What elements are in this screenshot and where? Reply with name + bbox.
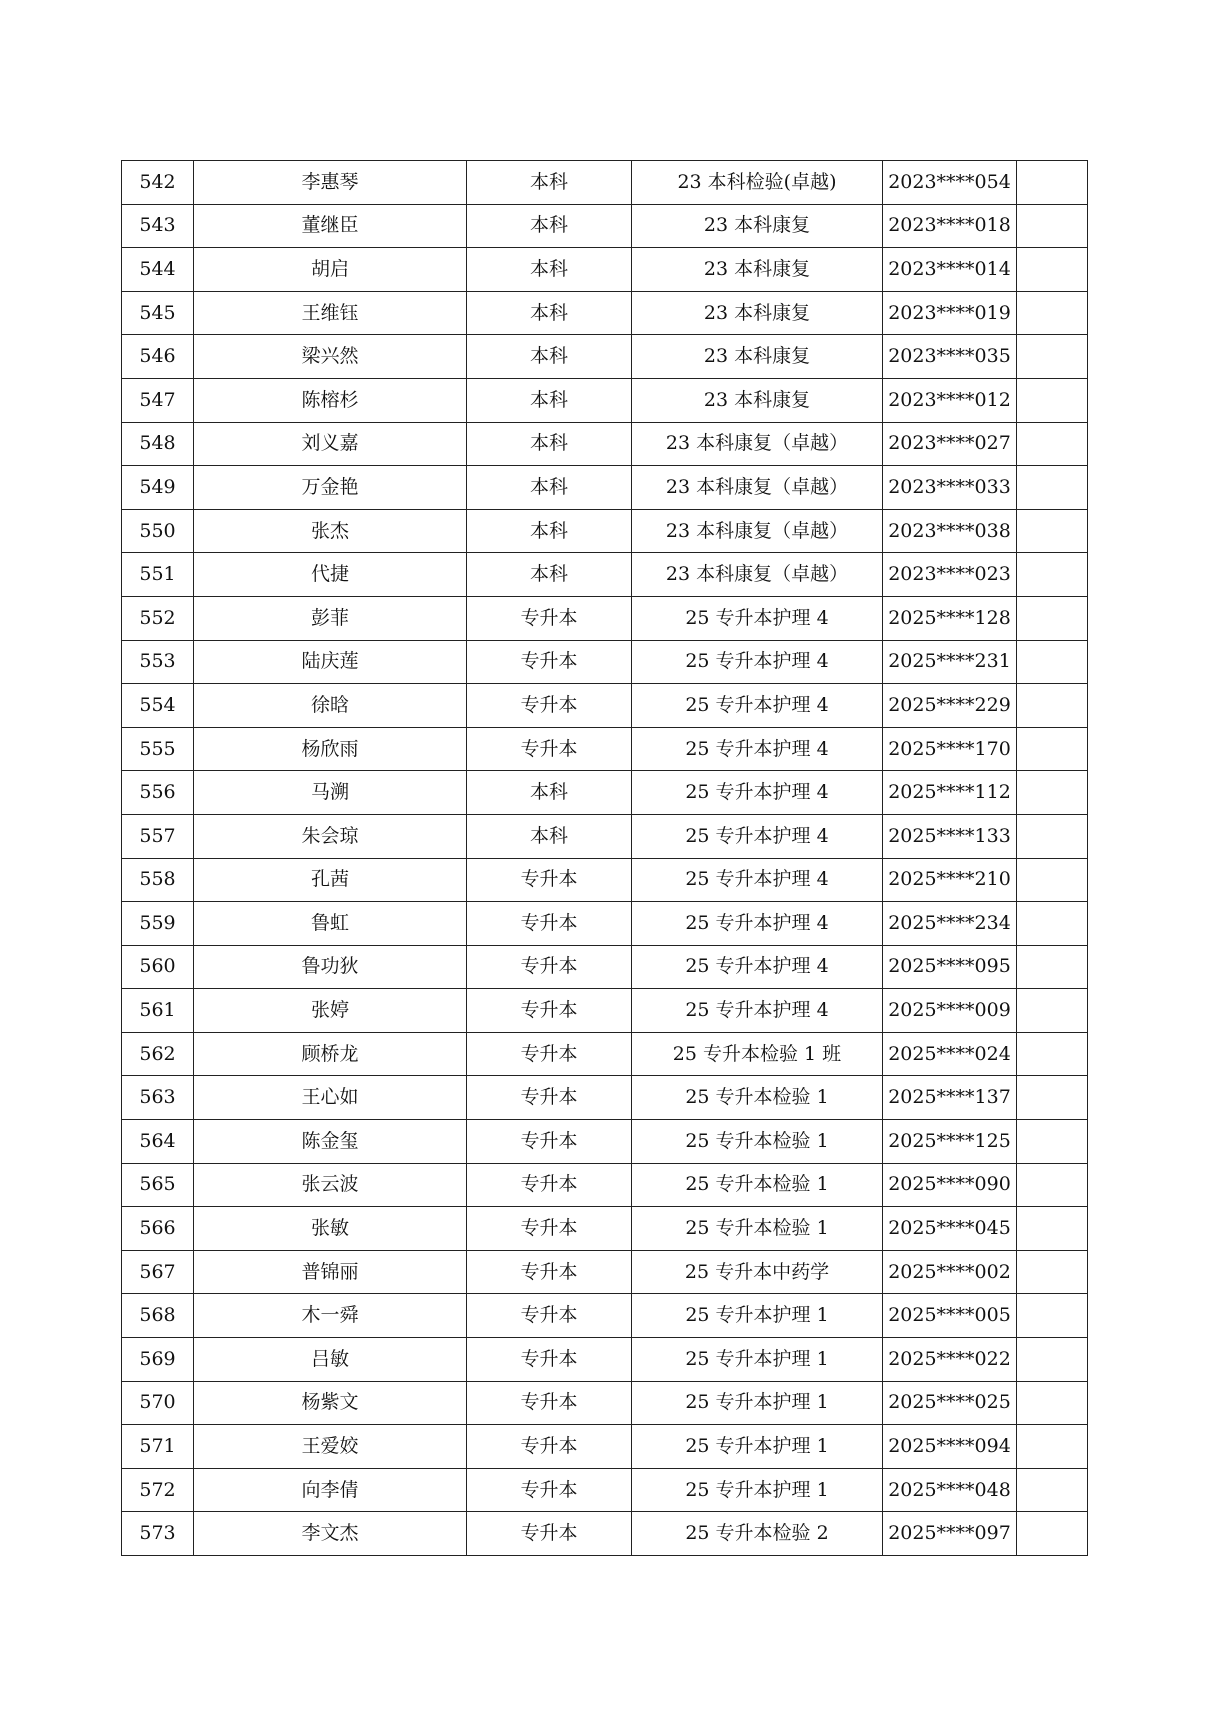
- table-row: [122, 945, 1088, 989]
- education-level-cell: 本科: [467, 422, 632, 466]
- table-row: [122, 1468, 1088, 1512]
- student-id-cell: 2023****038: [883, 509, 1017, 553]
- remarks-cell: [1017, 1032, 1088, 1076]
- table-row: [122, 1381, 1088, 1425]
- student-id-cell: 2025****234: [883, 902, 1017, 946]
- table-row: [122, 902, 1088, 946]
- class-name-cell: 23 本科康复（卓越）: [632, 466, 883, 510]
- student-name-cell: 代捷: [194, 553, 467, 597]
- class-name-cell: 25 专升本护理 4: [632, 771, 883, 815]
- class-name-cell: 25 专升本检验 1: [632, 1163, 883, 1207]
- table-row: [122, 509, 1088, 553]
- table-row: [122, 1076, 1088, 1120]
- education-level-cell: 专升本: [467, 1338, 632, 1382]
- remarks-cell: [1017, 1207, 1088, 1251]
- row-number-cell: 571: [122, 1425, 194, 1469]
- row-number-cell: 543: [122, 204, 194, 248]
- student-id-cell: 2023****054: [883, 161, 1017, 205]
- student-id-cell: 2025****022: [883, 1338, 1017, 1382]
- education-level-cell: 专升本: [467, 596, 632, 640]
- remarks-cell: [1017, 814, 1088, 858]
- table-row: [122, 161, 1088, 205]
- class-name-cell: 25 专升本检验 1: [632, 1207, 883, 1251]
- class-name-cell: 25 专升本护理 4: [632, 902, 883, 946]
- student-name-cell: 万金艳: [194, 466, 467, 510]
- student-id-cell: 2025****002: [883, 1250, 1017, 1294]
- education-level-cell: 专升本: [467, 1076, 632, 1120]
- table-row: [122, 1032, 1088, 1076]
- education-level-cell: 专升本: [467, 1294, 632, 1338]
- remarks-cell: [1017, 684, 1088, 728]
- student-id-cell: 2025****024: [883, 1032, 1017, 1076]
- student-id-cell: 2025****025: [883, 1381, 1017, 1425]
- row-number-cell: 544: [122, 248, 194, 292]
- education-level-cell: 专升本: [467, 1163, 632, 1207]
- education-level-cell: 本科: [467, 335, 632, 379]
- student-id-cell: 2023****014: [883, 248, 1017, 292]
- row-number-cell: 561: [122, 989, 194, 1033]
- table-row: [122, 335, 1088, 379]
- education-level-cell: 本科: [467, 248, 632, 292]
- education-level-cell: 本科: [467, 553, 632, 597]
- education-level-cell: 专升本: [467, 1032, 632, 1076]
- student-id-cell: 2023****019: [883, 291, 1017, 335]
- remarks-cell: [1017, 771, 1088, 815]
- row-number-cell: 569: [122, 1338, 194, 1382]
- row-number-cell: 553: [122, 640, 194, 684]
- student-name-cell: 杨欣雨: [194, 727, 467, 771]
- education-level-cell: 专升本: [467, 684, 632, 728]
- row-number-cell: 560: [122, 945, 194, 989]
- student-id-cell: 2025****128: [883, 596, 1017, 640]
- remarks-cell: [1017, 509, 1088, 553]
- table-row: [122, 1207, 1088, 1251]
- row-number-cell: 567: [122, 1250, 194, 1294]
- remarks-cell: [1017, 466, 1088, 510]
- remarks-cell: [1017, 1076, 1088, 1120]
- student-name-cell: 陈金玺: [194, 1120, 467, 1164]
- education-level-cell: 本科: [467, 771, 632, 815]
- education-level-cell: 专升本: [467, 945, 632, 989]
- education-level-cell: 专升本: [467, 1425, 632, 1469]
- student-id-cell: 2023****027: [883, 422, 1017, 466]
- row-number-cell: 548: [122, 422, 194, 466]
- row-number-cell: 547: [122, 378, 194, 422]
- student-id-cell: 2025****045: [883, 1207, 1017, 1251]
- class-name-cell: 23 本科检验(卓越): [632, 161, 883, 205]
- row-number-cell: 556: [122, 771, 194, 815]
- education-level-cell: 专升本: [467, 902, 632, 946]
- row-number-cell: 563: [122, 1076, 194, 1120]
- remarks-cell: [1017, 1468, 1088, 1512]
- table-row: [122, 858, 1088, 902]
- student-id-cell: 2025****090: [883, 1163, 1017, 1207]
- student-name-cell: 王维钰: [194, 291, 467, 335]
- education-level-cell: 专升本: [467, 640, 632, 684]
- education-level-cell: 专升本: [467, 727, 632, 771]
- remarks-cell: [1017, 989, 1088, 1033]
- remarks-cell: [1017, 640, 1088, 684]
- roster-table-body: [122, 161, 1088, 1556]
- table-row: [122, 248, 1088, 292]
- table-row: [122, 422, 1088, 466]
- remarks-cell: [1017, 945, 1088, 989]
- remarks-cell: [1017, 858, 1088, 902]
- student-id-cell: 2025****094: [883, 1425, 1017, 1469]
- row-number-cell: 572: [122, 1468, 194, 1512]
- student-name-cell: 陆庆莲: [194, 640, 467, 684]
- row-number-cell: 552: [122, 596, 194, 640]
- class-name-cell: 25 专升本护理 1: [632, 1338, 883, 1382]
- student-name-cell: 鲁功狄: [194, 945, 467, 989]
- remarks-cell: [1017, 1163, 1088, 1207]
- education-level-cell: 专升本: [467, 1207, 632, 1251]
- student-name-cell: 普锦丽: [194, 1250, 467, 1294]
- student-name-cell: 徐晗: [194, 684, 467, 728]
- student-name-cell: 杨紫文: [194, 1381, 467, 1425]
- student-name-cell: 刘义嘉: [194, 422, 467, 466]
- table-row: [122, 1512, 1088, 1556]
- class-name-cell: 25 专升本护理 1: [632, 1425, 883, 1469]
- class-name-cell: 25 专升本护理 1: [632, 1294, 883, 1338]
- row-number-cell: 545: [122, 291, 194, 335]
- student-id-cell: 2023****018: [883, 204, 1017, 248]
- remarks-cell: [1017, 1338, 1088, 1382]
- row-number-cell: 551: [122, 553, 194, 597]
- student-name-cell: 吕敏: [194, 1338, 467, 1382]
- student-id-cell: 2025****137: [883, 1076, 1017, 1120]
- row-number-cell: 568: [122, 1294, 194, 1338]
- row-number-cell: 549: [122, 466, 194, 510]
- row-number-cell: 558: [122, 858, 194, 902]
- table-row: [122, 640, 1088, 684]
- class-name-cell: 23 本科康复: [632, 291, 883, 335]
- education-level-cell: 专升本: [467, 1120, 632, 1164]
- class-name-cell: 23 本科康复: [632, 335, 883, 379]
- student-name-cell: 张婷: [194, 989, 467, 1033]
- table-row: [122, 291, 1088, 335]
- student-name-cell: 张杰: [194, 509, 467, 553]
- class-name-cell: 23 本科康复: [632, 378, 883, 422]
- table-row: [122, 1294, 1088, 1338]
- remarks-cell: [1017, 553, 1088, 597]
- student-id-cell: 2023****023: [883, 553, 1017, 597]
- row-number-cell: 550: [122, 509, 194, 553]
- student-name-cell: 木一舜: [194, 1294, 467, 1338]
- table-row: [122, 1338, 1088, 1382]
- remarks-cell: [1017, 727, 1088, 771]
- remarks-cell: [1017, 1294, 1088, 1338]
- student-name-cell: 董继臣: [194, 204, 467, 248]
- table-row: [122, 684, 1088, 728]
- education-level-cell: 本科: [467, 291, 632, 335]
- class-name-cell: 23 本科康复（卓越）: [632, 422, 883, 466]
- student-id-cell: 2023****033: [883, 466, 1017, 510]
- table-row: [122, 553, 1088, 597]
- class-name-cell: 23 本科康复（卓越）: [632, 509, 883, 553]
- row-number-cell: 566: [122, 1207, 194, 1251]
- class-name-cell: 25 专升本检验 1: [632, 1076, 883, 1120]
- student-name-cell: 彭菲: [194, 596, 467, 640]
- remarks-cell: [1017, 161, 1088, 205]
- row-number-cell: 573: [122, 1512, 194, 1556]
- class-name-cell: 25 专升本检验 2: [632, 1512, 883, 1556]
- remarks-cell: [1017, 1120, 1088, 1164]
- class-name-cell: 23 本科康复: [632, 248, 883, 292]
- education-level-cell: 本科: [467, 466, 632, 510]
- student-id-cell: 2025****133: [883, 814, 1017, 858]
- student-id-cell: 2025****210: [883, 858, 1017, 902]
- class-name-cell: 25 专升本护理 4: [632, 814, 883, 858]
- table-row: [122, 466, 1088, 510]
- education-level-cell: 专升本: [467, 1512, 632, 1556]
- class-name-cell: 23 本科康复: [632, 204, 883, 248]
- table-row: [122, 814, 1088, 858]
- education-level-cell: 专升本: [467, 1381, 632, 1425]
- student-id-cell: 2025****229: [883, 684, 1017, 728]
- student-name-cell: 张云波: [194, 1163, 467, 1207]
- row-number-cell: 564: [122, 1120, 194, 1164]
- class-name-cell: 25 专升本检验 1 班: [632, 1032, 883, 1076]
- student-id-cell: 2025****005: [883, 1294, 1017, 1338]
- student-name-cell: 张敏: [194, 1207, 467, 1251]
- class-name-cell: 25 专升本检验 1: [632, 1120, 883, 1164]
- row-number-cell: 562: [122, 1032, 194, 1076]
- table-row: [122, 771, 1088, 815]
- class-name-cell: 25 专升本护理 1: [632, 1381, 883, 1425]
- row-number-cell: 554: [122, 684, 194, 728]
- remarks-cell: [1017, 291, 1088, 335]
- education-level-cell: 本科: [467, 204, 632, 248]
- student-name-cell: 朱会琼: [194, 814, 467, 858]
- row-number-cell: 570: [122, 1381, 194, 1425]
- education-level-cell: 专升本: [467, 1250, 632, 1294]
- remarks-cell: [1017, 248, 1088, 292]
- student-name-cell: 孔茜: [194, 858, 467, 902]
- row-number-cell: 546: [122, 335, 194, 379]
- student-name-cell: 顾桥龙: [194, 1032, 467, 1076]
- class-name-cell: 25 专升本护理 1: [632, 1468, 883, 1512]
- table-row: [122, 989, 1088, 1033]
- student-name-cell: 鲁虹: [194, 902, 467, 946]
- student-id-cell: 2023****012: [883, 378, 1017, 422]
- student-name-cell: 马溯: [194, 771, 467, 815]
- education-level-cell: 专升本: [467, 858, 632, 902]
- student-id-cell: 2023****035: [883, 335, 1017, 379]
- student-name-cell: 向李倩: [194, 1468, 467, 1512]
- row-number-cell: 542: [122, 161, 194, 205]
- table-row: [122, 1425, 1088, 1469]
- table-row: [122, 204, 1088, 248]
- class-name-cell: 23 本科康复（卓越）: [632, 553, 883, 597]
- student-id-cell: 2025****048: [883, 1468, 1017, 1512]
- class-name-cell: 25 专升本护理 4: [632, 727, 883, 771]
- table-row: [122, 727, 1088, 771]
- remarks-cell: [1017, 204, 1088, 248]
- table-row: [122, 1163, 1088, 1207]
- row-number-cell: 557: [122, 814, 194, 858]
- student-name-cell: 王爱姣: [194, 1425, 467, 1469]
- remarks-cell: [1017, 1512, 1088, 1556]
- remarks-cell: [1017, 1425, 1088, 1469]
- class-name-cell: 25 专升本护理 4: [632, 989, 883, 1033]
- remarks-cell: [1017, 1381, 1088, 1425]
- education-level-cell: 专升本: [467, 1468, 632, 1512]
- student-name-cell: 王心如: [194, 1076, 467, 1120]
- student-name-cell: 陈榕杉: [194, 378, 467, 422]
- row-number-cell: 555: [122, 727, 194, 771]
- student-roster-table: [121, 160, 1088, 1556]
- remarks-cell: [1017, 596, 1088, 640]
- student-name-cell: 李文杰: [194, 1512, 467, 1556]
- remarks-cell: [1017, 902, 1088, 946]
- remarks-cell: [1017, 1250, 1088, 1294]
- education-level-cell: 专升本: [467, 989, 632, 1033]
- student-id-cell: 2025****097: [883, 1512, 1017, 1556]
- row-number-cell: 565: [122, 1163, 194, 1207]
- student-id-cell: 2025****095: [883, 945, 1017, 989]
- student-id-cell: 2025****112: [883, 771, 1017, 815]
- education-level-cell: 本科: [467, 509, 632, 553]
- class-name-cell: 25 专升本护理 4: [632, 596, 883, 640]
- remarks-cell: [1017, 378, 1088, 422]
- student-id-cell: 2025****009: [883, 989, 1017, 1033]
- student-name-cell: 李惠琴: [194, 161, 467, 205]
- table-row: [122, 1250, 1088, 1294]
- table-row: [122, 378, 1088, 422]
- row-number-cell: 559: [122, 902, 194, 946]
- remarks-cell: [1017, 422, 1088, 466]
- student-id-cell: 2025****231: [883, 640, 1017, 684]
- education-level-cell: 本科: [467, 814, 632, 858]
- class-name-cell: 25 专升本护理 4: [632, 945, 883, 989]
- class-name-cell: 25 专升本护理 4: [632, 640, 883, 684]
- class-name-cell: 25 专升本护理 4: [632, 684, 883, 728]
- student-name-cell: 梁兴然: [194, 335, 467, 379]
- education-level-cell: 本科: [467, 161, 632, 205]
- class-name-cell: 25 专升本护理 4: [632, 858, 883, 902]
- student-name-cell: 胡启: [194, 248, 467, 292]
- education-level-cell: 本科: [467, 378, 632, 422]
- table-row: [122, 596, 1088, 640]
- student-id-cell: 2025****170: [883, 727, 1017, 771]
- remarks-cell: [1017, 335, 1088, 379]
- class-name-cell: 25 专升本中药学: [632, 1250, 883, 1294]
- table-row: [122, 1120, 1088, 1164]
- student-id-cell: 2025****125: [883, 1120, 1017, 1164]
